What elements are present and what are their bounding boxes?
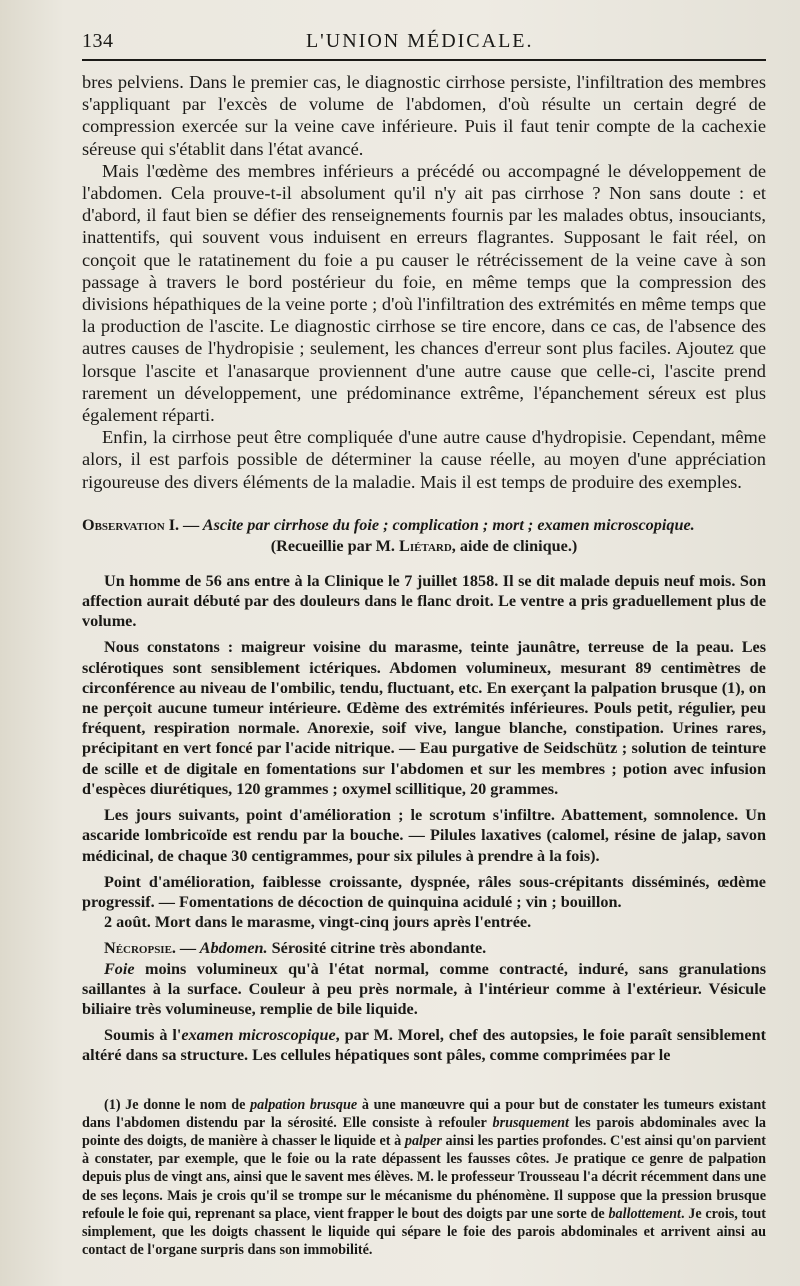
necropsy-paragraph bbox=[82, 938, 766, 958]
necropsy-label: Nécropsie. bbox=[104, 939, 176, 958]
observation-paragraph: 2 août. Mort dans le marasme, vingt-cinq jours après l'entrée. bbox=[104, 913, 532, 932]
subtitle-suffix: , aide de clinique.) bbox=[451, 536, 578, 555]
footnote-term: palper bbox=[404, 1132, 442, 1149]
observation-label: Observation I. bbox=[82, 515, 180, 534]
paragraph: Mais l'œdème des membres inférieurs a précédé ou accompagné le développement de l'abdomen. Cela prouve-t-il absolument qu'il n'y ait pas cirrhose ? Non sans doute : et d'abord, il faut bien se défier des renseignements fournis par les malades obtus, insouciants, inattentifs, qui souvent vous induisent en erreurs flagrantes. Supposant le fait réel, on conçoit que le ratatinement du foie a pu causer le rétrécissement de la veine cave à son passage à travers le bord postérieur du foie, en même temps que la compression des divisions hépathiques de la veine porte ; d'où l'infiltration des extrémités en même temps que la production de l'ascite. Le diagnostic cirrhose se tire encore, dans ce cas, de l'absence des autres causes de l'hydropisie ; seulement, les chances d'erreur sont plus faciles. Ajoutez que lorsque l'ascite et l'anasarque proviennent d'une autre cause que celle-ci, l'ascite prend rarement un développement, une prédominance extrême, l'épanchement séreux est plus également réparti. bbox=[82, 160, 766, 426]
liver-paragraph bbox=[82, 959, 766, 1020]
micro-term: examen microscopique bbox=[181, 1026, 336, 1045]
observation-paragraph: Nous constatons : maigreur voisine du marasme, teinte jaunâtre, terreuse de la peau. Les sclérotiques sont sensiblement ictériques. Abdomen volumineux, mesurant 89 centimètres de circonférence au niveau de l'ombilic, tendu, fluctuant, etc. En exerçant la palpation brusque (1), on ne perçoit aucune tumeur intérieure. Œdème des extrémités inférieures. Pouls petit, régulier, peu fréquent, respiration normale. Anorexie, soif vive, langue blanche, constipation. Urines rares, précipitant en vert foncé par l'acide nitrique. — Eau purgative de Seidschütz ; solution de teinture de scille et de digitale en fomentations sur l'abdomen et sur les membres ; potion avec infusion d'espèces diurétiques, 120 grammes ; oxymel scillitique, 20 grammes. bbox=[82, 638, 766, 798]
necropsy-heading: — Abdomen. bbox=[180, 939, 268, 958]
observation-subtitle bbox=[82, 536, 766, 557]
observation-paragraph: Les jours suivants, point d'amélioration ; le scrotum s'infiltre. Abattement, somnolence. Un ascaride lombricoïde est rendu par la bouche. — Pilules laxatives (calomel, résine de jalap, savon médicinal, de chaque 30 centigrammes, pour six pilules à prendre à la fois). bbox=[82, 806, 766, 865]
observation-author: Liétard bbox=[399, 536, 452, 555]
page-header bbox=[82, 30, 766, 61]
paragraph: bres pelviens. Dans le premier cas, le diagnostic cirrhose persiste, l'infiltration des membres s'appliquant par l'excès de volume de l'abdomen, d'où résulte un certain degré de compression exercée sur la veine cave inférieure. Puis il faut tenir compte de la cachexie séreuse qui s'établit dans l'état avancé. bbox=[82, 72, 766, 159]
observation-heading bbox=[82, 515, 766, 536]
observation-title: — Ascite par cirrhose du foie ; complication ; mort ; examen microscopique. bbox=[183, 515, 695, 534]
footnote-text: . Je crois, tout simplement, que les doigts chassent le liquide qui sépare le foie des parois abdominales et arrivent ainsi au contact de l'organe surpris dans son immobilité. bbox=[82, 1205, 766, 1259]
footnote-text: (1) Je donne le nom de bbox=[104, 1096, 251, 1113]
footnote-text: les parois abdominales avec la pointe des doigts, de manière à chasser le liquide et à bbox=[82, 1114, 766, 1149]
necropsy-text: Sérosité citrine très abondante. bbox=[267, 939, 487, 958]
microscopy-paragraph bbox=[82, 1025, 766, 1065]
footnote-term: ballottement bbox=[608, 1205, 681, 1222]
main-text bbox=[82, 71, 766, 493]
subtitle-prefix: (Recueillie par M. bbox=[270, 536, 395, 555]
footnote-term: palpation brusque bbox=[250, 1096, 358, 1113]
page-number: 134 bbox=[82, 30, 114, 52]
journal-title: L'UNION MÉDICALE. bbox=[305, 30, 534, 52]
footnote-text: ainsi les parties profondes. C'est ainsi qu'on parvient à constater, par exemple, que le foie ou la rate dépassent les fausses côtes. Je pratique ce genre de palpation depuis plus de vingt ans, ainsi que le savent mes élèves. M. le professeur Trousseau l'a décrit récemment dans une de ses leçons. Mais je crois qu'il se trompe sur le mécanisme du phénomène. Il suppose que la pression brusque refoule le foie qui, reprenant sa place, vient frapper le bout des doigts par une sorte de bbox=[82, 1132, 766, 1222]
footnote bbox=[82, 1096, 766, 1260]
observation-body bbox=[82, 571, 766, 1066]
liver-text: moins volumineux qu'à l'état normal, comme contracté, induré, sans granulations saillantes à la surface. Couleur à peu près normale, à l'intérieur comme à l'extérieur. Vésicule biliaire très volumineuse, remplie de bile liquide. bbox=[82, 959, 766, 1018]
footnote-term: brusquement bbox=[492, 1114, 569, 1131]
micro-prefix: Soumis à l' bbox=[104, 1026, 182, 1045]
observation-paragraph: Point d'amélioration, faiblesse croissante, dyspnée, râles sous-crépitants disséminés, œdème progressif. — Fomentations de décoction de quinquina acidulé ; vin ; bouillon. bbox=[82, 872, 766, 911]
liver-word: Foie bbox=[104, 959, 135, 978]
footnote-text: à une manœuvre qui a pour but de constater les tumeurs existant dans l'abdomen distendu par la sérosité. Elle consiste à refouler bbox=[82, 1096, 766, 1131]
observation-paragraph: Un homme de 56 ans entre à la Clinique le 7 juillet 1858. Il se dit malade depuis neuf mois. Son affection aurait débuté par des douleurs dans le flanc droit. Le ventre a pris graduellement plus de volume. bbox=[82, 571, 766, 631]
micro-text: , par M. Morel, chef des autopsies, le foie paraît sensiblement altéré dans sa structure. Les cellules hépatiques sont pâles, comme comprimées par le bbox=[82, 1026, 766, 1065]
paragraph: Enfin, la cirrhose peut être compliquée d'une autre cause d'hydropisie. Cependant, même alors, il est parfois possible de déterminer la cause réelle, au moyen d'une appréciation rigoureuse des divers éléments de la maladie. Mais il est temps de produire des exemples. bbox=[82, 427, 766, 492]
